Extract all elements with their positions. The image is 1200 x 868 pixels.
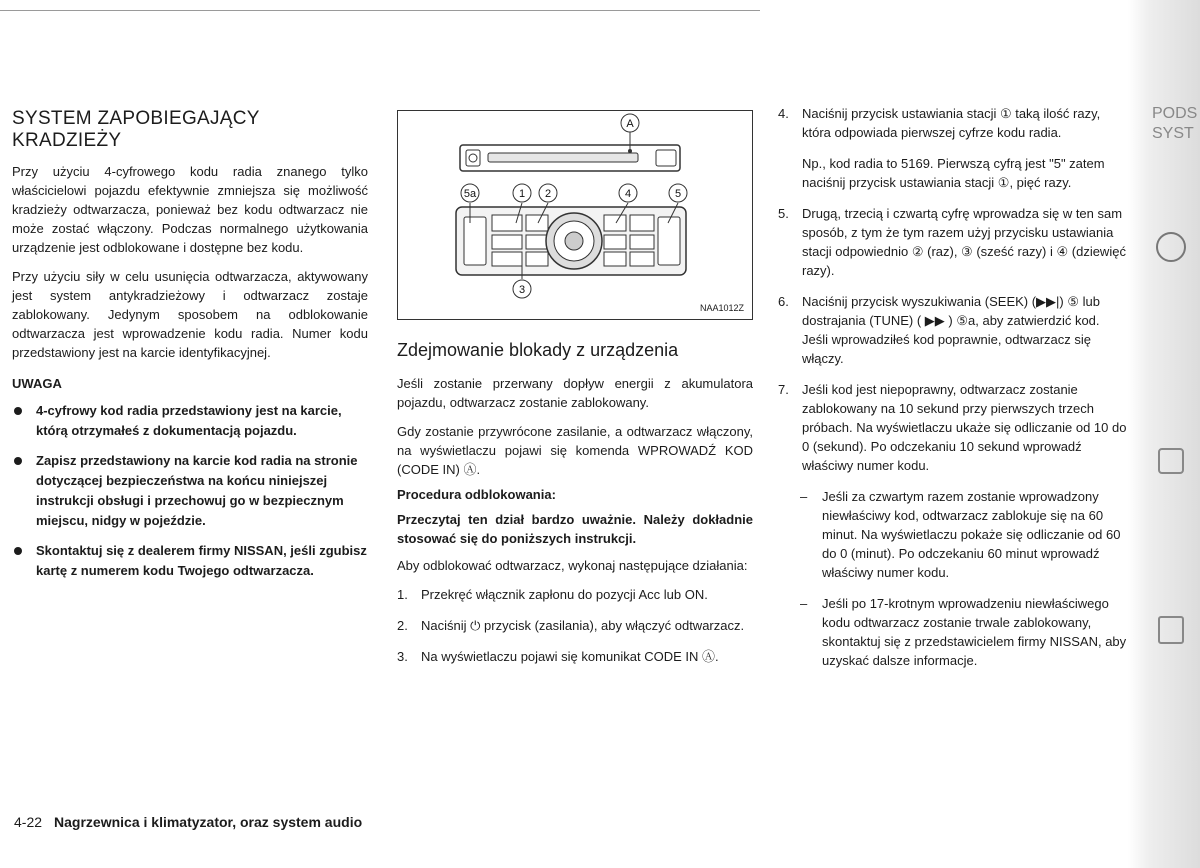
- power-icon: [1156, 232, 1186, 262]
- note-item: [12, 401, 368, 441]
- note-item: [12, 451, 368, 531]
- note-text: Skontaktuj się z dealerem firmy NISSAN, jeśli zgubisz kartę z numerem kodu Twojego odtwarzacza.: [36, 543, 367, 578]
- step-item: 4. Naciśnij przycisk ustawiania stacji ① taką ilość razy, która odpowiada pierwszej cyfrze kodu radia.: [778, 106, 1101, 140]
- top-rule: [0, 10, 760, 11]
- callout-4: 4: [624, 188, 632, 200]
- procedure-title: Procedura odblokowania:: [397, 487, 556, 502]
- note-title: UWAGA: [12, 376, 62, 391]
- intro-paragraph-1: Przy użyciu 4-cyfrowego kodu radia znanego tylko właścicielowi pojazdu efektywnie zmniejsza się możliwość kradzieży odtwarzacza, ponieważ bez kodu odtwarzacz nie może zostać włączony. Podczas normalnego użytkowania urządzenie jest odblokowane i dostępne bez kodu.: [12, 164, 368, 255]
- callout-5: 5: [674, 188, 682, 200]
- edge-fragment: PODS: [1152, 105, 1198, 122]
- button-icon: [1158, 616, 1184, 644]
- note-text: Zapisz przedstawiony na karcie kod radia na stronie dotyczącej bezpieczeństwa na końcu niniejszej instrukcji obsługi i przechowuj go w bezpiecznym miejscu, nidgy w pojeździe.: [36, 453, 358, 528]
- callout-a: A: [626, 118, 634, 130]
- button-icon: [1158, 448, 1184, 474]
- edge-fragment: SYST: [1152, 125, 1194, 142]
- callout-2: 2: [544, 188, 552, 200]
- step-item: 5. Drugą, trzecią i czwartą cyfrę wprowadza się w ten sam sposób, z tym że tym razem użyj przycisku ustawiania stacji odpowiednio ② (raz), ③ (sześć razy) i ④ (dziewięć razy).: [778, 206, 1126, 278]
- bullet-icon: [14, 407, 22, 415]
- procedure-intro: Aby odblokować odtwarzacz, wykonaj następujące działania:: [397, 558, 748, 573]
- procedure-warning: Przeczytaj ten dział bardzo uważnie. Należy dokładnie stosować się do poniższych instrukcji.: [397, 512, 753, 546]
- callout-3: 3: [518, 284, 526, 296]
- step-item: 2. Naciśnij ⏻ przycisk (zasilania), aby włączyć odtwarzacz.: [397, 618, 745, 633]
- unlock-paragraph-1: Jeśli zostanie przerwany dopływ energii z akumulatora pojazdu, odtwarzacz zostanie zablokowany.: [397, 376, 753, 410]
- bullet-icon: [14, 457, 22, 465]
- section-title: SYSTEM ZAPOBIEGAJĄCY KRADZIEŻY: [12, 108, 260, 151]
- note-list: [12, 401, 368, 581]
- radio-figure: [397, 110, 753, 320]
- page-footer: [14, 814, 362, 830]
- steps-list-right: [778, 104, 1128, 475]
- step-item: 1. Przekręć włącznik zapłonu do pozycji Acc lub ON.: [397, 587, 708, 602]
- bullet-icon: [14, 547, 22, 555]
- step-item: 7. Jeśli kod jest niepoprawny, odtwarzacz zostanie zablokowany na 10 sekund przy pierwszych trzech próbach. Na wyświetlaczu ukaże się odliczanie od 10 do 0 (sekund). Po odczekaniu 10 sekund wprowadź właściwy numer kodu.: [778, 382, 1127, 473]
- unlock-title: Zdejmowanie blokady z urządzenia: [397, 340, 679, 360]
- radio-unit-illustration: [398, 111, 752, 319]
- intro-paragraph-2: Przy użyciu siły w celu usunięcia odtwarzacza, aktywowany jest system antykradzieżowy i odtwarzacz zostaje zablokowany. Jedynym sposobem na odblokowanie odtwarzacza jest wprowadzenie kodu radia. Numer kodu przedstawiony jest na karcie identyfikacyjnej.: [12, 269, 368, 360]
- step-item: 3. Na wyświetlaczu pojawi się komunikat CODE IN Ⓐ.: [397, 649, 719, 664]
- page-number: 4-22: [14, 814, 43, 830]
- note-text: 4-cyfrowy kod radia przedstawiony jest na karcie, którą otrzymałeś z dokumentacją pojazdu.: [36, 403, 342, 438]
- steps-list-middle: [397, 585, 753, 666]
- dash-item: – Jeśli za czwartym razem zostanie wprowadzony niewłaściwy kod, odtwarzacz zablokuje się na 60 minut. Na wyświetlaczu pokaże się odliczanie od 60 do 0 (minut). Po odczekaniu 60 minut wprowadź właściwy numer kodu.: [800, 489, 1121, 580]
- step-item: 6. Naciśnij przycisk wyszukiwania (SEEK) (▶▶|) ⑤ lub dostrajania (TUNE) ( ▶▶ ) ⑤a, aby zatwierdzić kod. Jeśli wprowadziłeś kod poprawnie, odtwarzacz się włączy.: [778, 294, 1100, 366]
- dash-list: [796, 487, 1128, 670]
- step-example: Np., kod radia to 5169. Pierwszą cyfrą jest "5" zatem naciśnij przycisk ustawiania stacji ①, pięć razy.: [802, 156, 1105, 190]
- unlock-paragraph-2: Gdy zostanie przywrócone zasilanie, a odtwarzacz włączony, na wyświetlaczu pojawi się komenda WPROWADŹ KOD (CODE IN) Ⓐ.: [397, 424, 753, 477]
- callout-5a: 5a: [463, 188, 477, 200]
- callout-1: 1: [518, 188, 526, 200]
- figure-code: NAA1012Z: [699, 303, 744, 313]
- note-item: [12, 541, 368, 581]
- next-page-edge: [1128, 0, 1200, 868]
- dash-item: – Jeśli po 17-krotnym wprowadzeniu niewłaściwego kodu odtwarzacz zostanie trwale zablokowany, skontaktuj się z przedstawicielem firmy NISSAN, aby uzyskać dalsze informacje.: [800, 596, 1127, 668]
- footer-title: Nagrzewnica i klimatyzator, oraz system audio: [54, 814, 363, 830]
